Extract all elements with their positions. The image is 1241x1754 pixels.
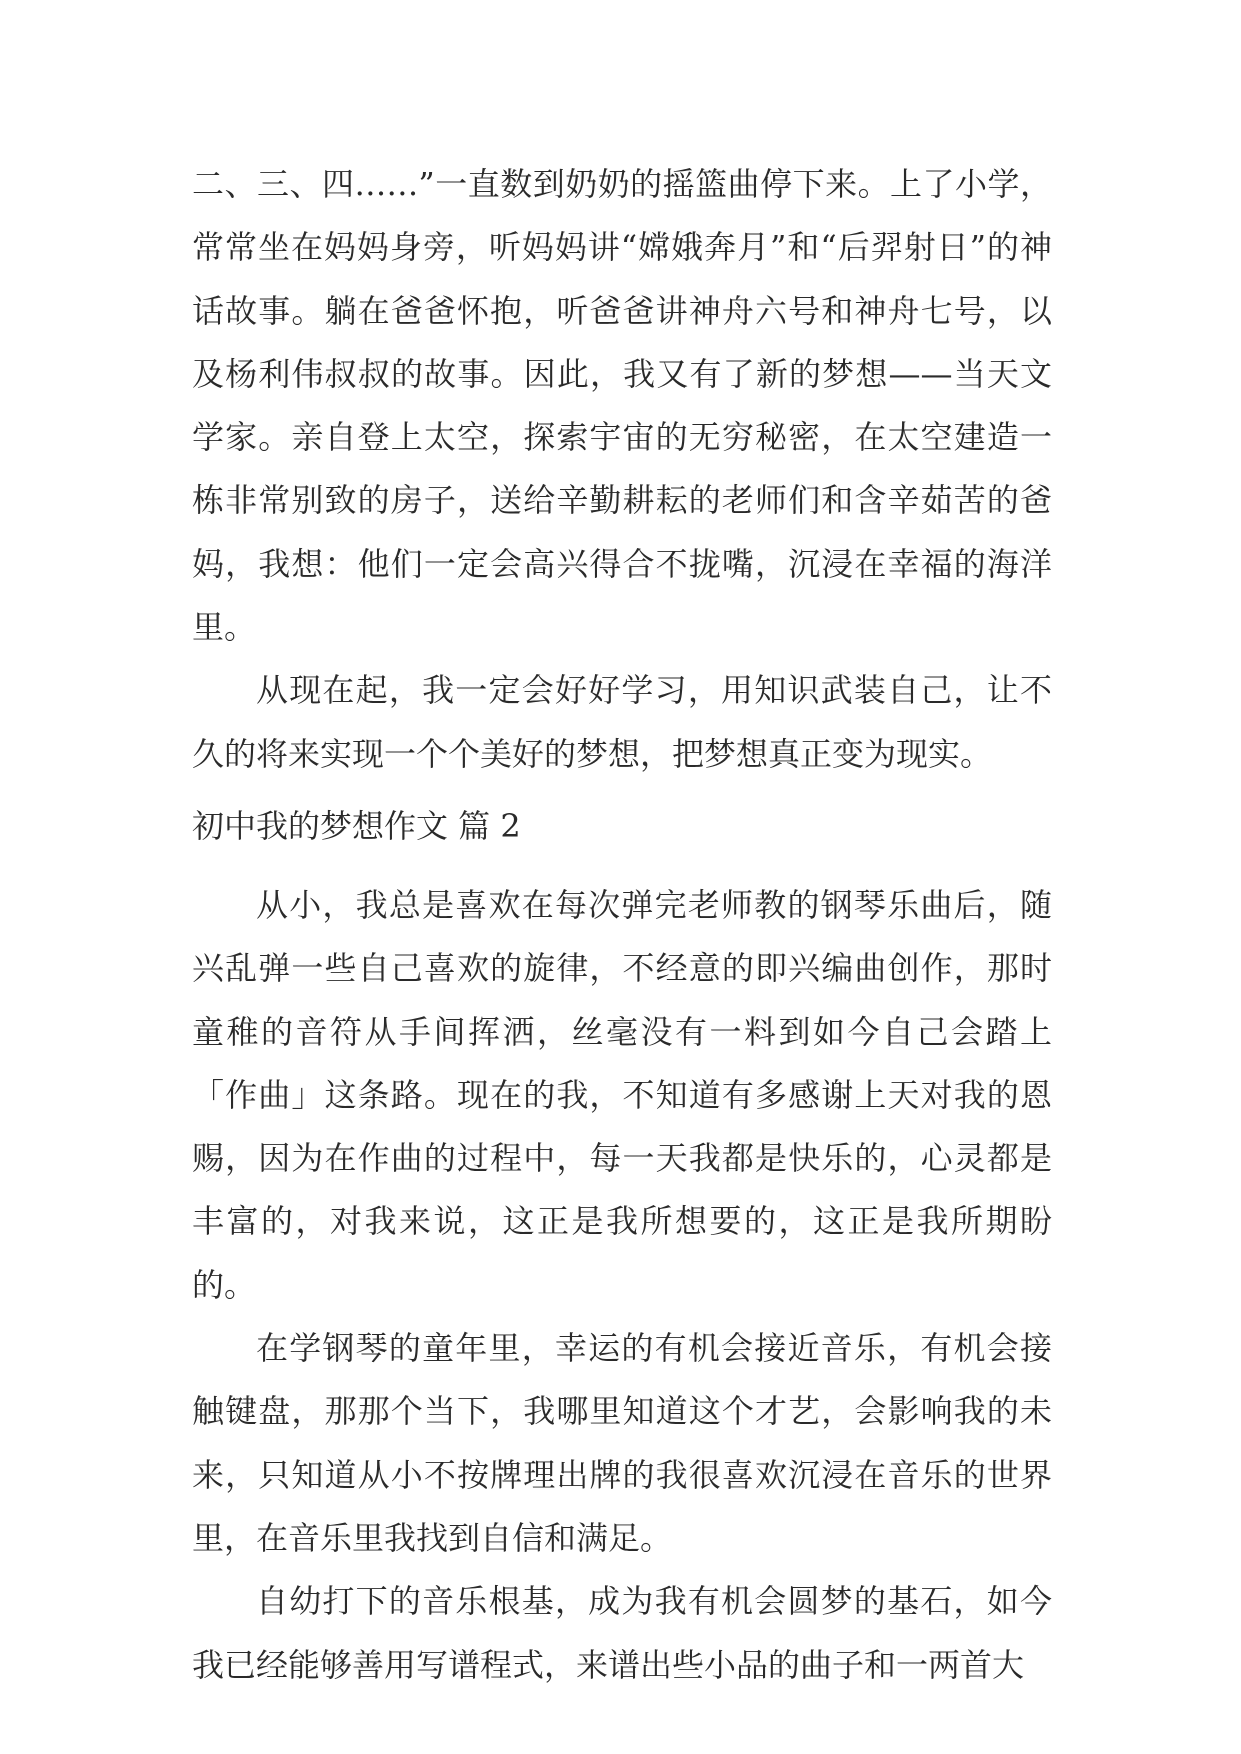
paragraph-continuation: 二、三、四……”一直数到奶奶的摇篮曲停下来。上了小学，常常坐在妈妈身旁，听妈妈讲“嫦娥奔月”和“后羿射日”的神话故事。躺在爸爸怀抱，听爸爸讲神舟六号和神舟七号，以及杨利伟叔叔的故事。因此，我又有了新的梦想——当天文学家。亲自登上太空，探索宇宙的无穷秘密，在太空建造一栋非常别致的房子，送给辛勤耕耘的老师们和含辛茹苦的爸妈，我想：他们一定会高兴得合不拢嘴，沉浸在幸福的海洋里。 [192, 165, 1052, 647]
paragraph: 自幼打下的音乐根基，成为我有机会圆梦的基石，如今我已经能够善用写谱程式，来谱出些小品的曲子和一两首大 [192, 1582, 1052, 1684]
paragraph: 从小，我总是喜欢在每次弹完老师教的钢琴乐曲后，随兴乱弹一些自己喜欢的旋律，不经意的即兴编曲创作，那时童稚的音符从手间挥洒，丝毫没有一料到如今自己会踏上「作曲」这条路。现在的我，不知道有多感谢上天对我的恩赐，因为在作曲的过程中，每一天我都是快乐的，心灵都是丰富的，对我来说，这正是我所想要的，这正是我所期盼的。 [192, 886, 1052, 1304]
paragraph: 从现在起，我一定会好好学习，用知识武装自己，让不久的将来实现一个个美好的梦想，把梦想真正变为现实。 [192, 671, 1052, 773]
section-1-body [192, 153, 1052, 786]
paragraph: 在学钢琴的童年里，幸运的有机会接近音乐，有机会接触键盘，那那个当下，我哪里知道这个才艺，会影响我的未来，只知道从小不按牌理出牌的我很喜欢沉浸在音乐的世界里，在音乐里我找到自信和满足。 [192, 1329, 1052, 1557]
essay-heading: 初中我的梦想作文 篇 2 [192, 807, 521, 845]
section-2-body [192, 874, 1052, 1697]
